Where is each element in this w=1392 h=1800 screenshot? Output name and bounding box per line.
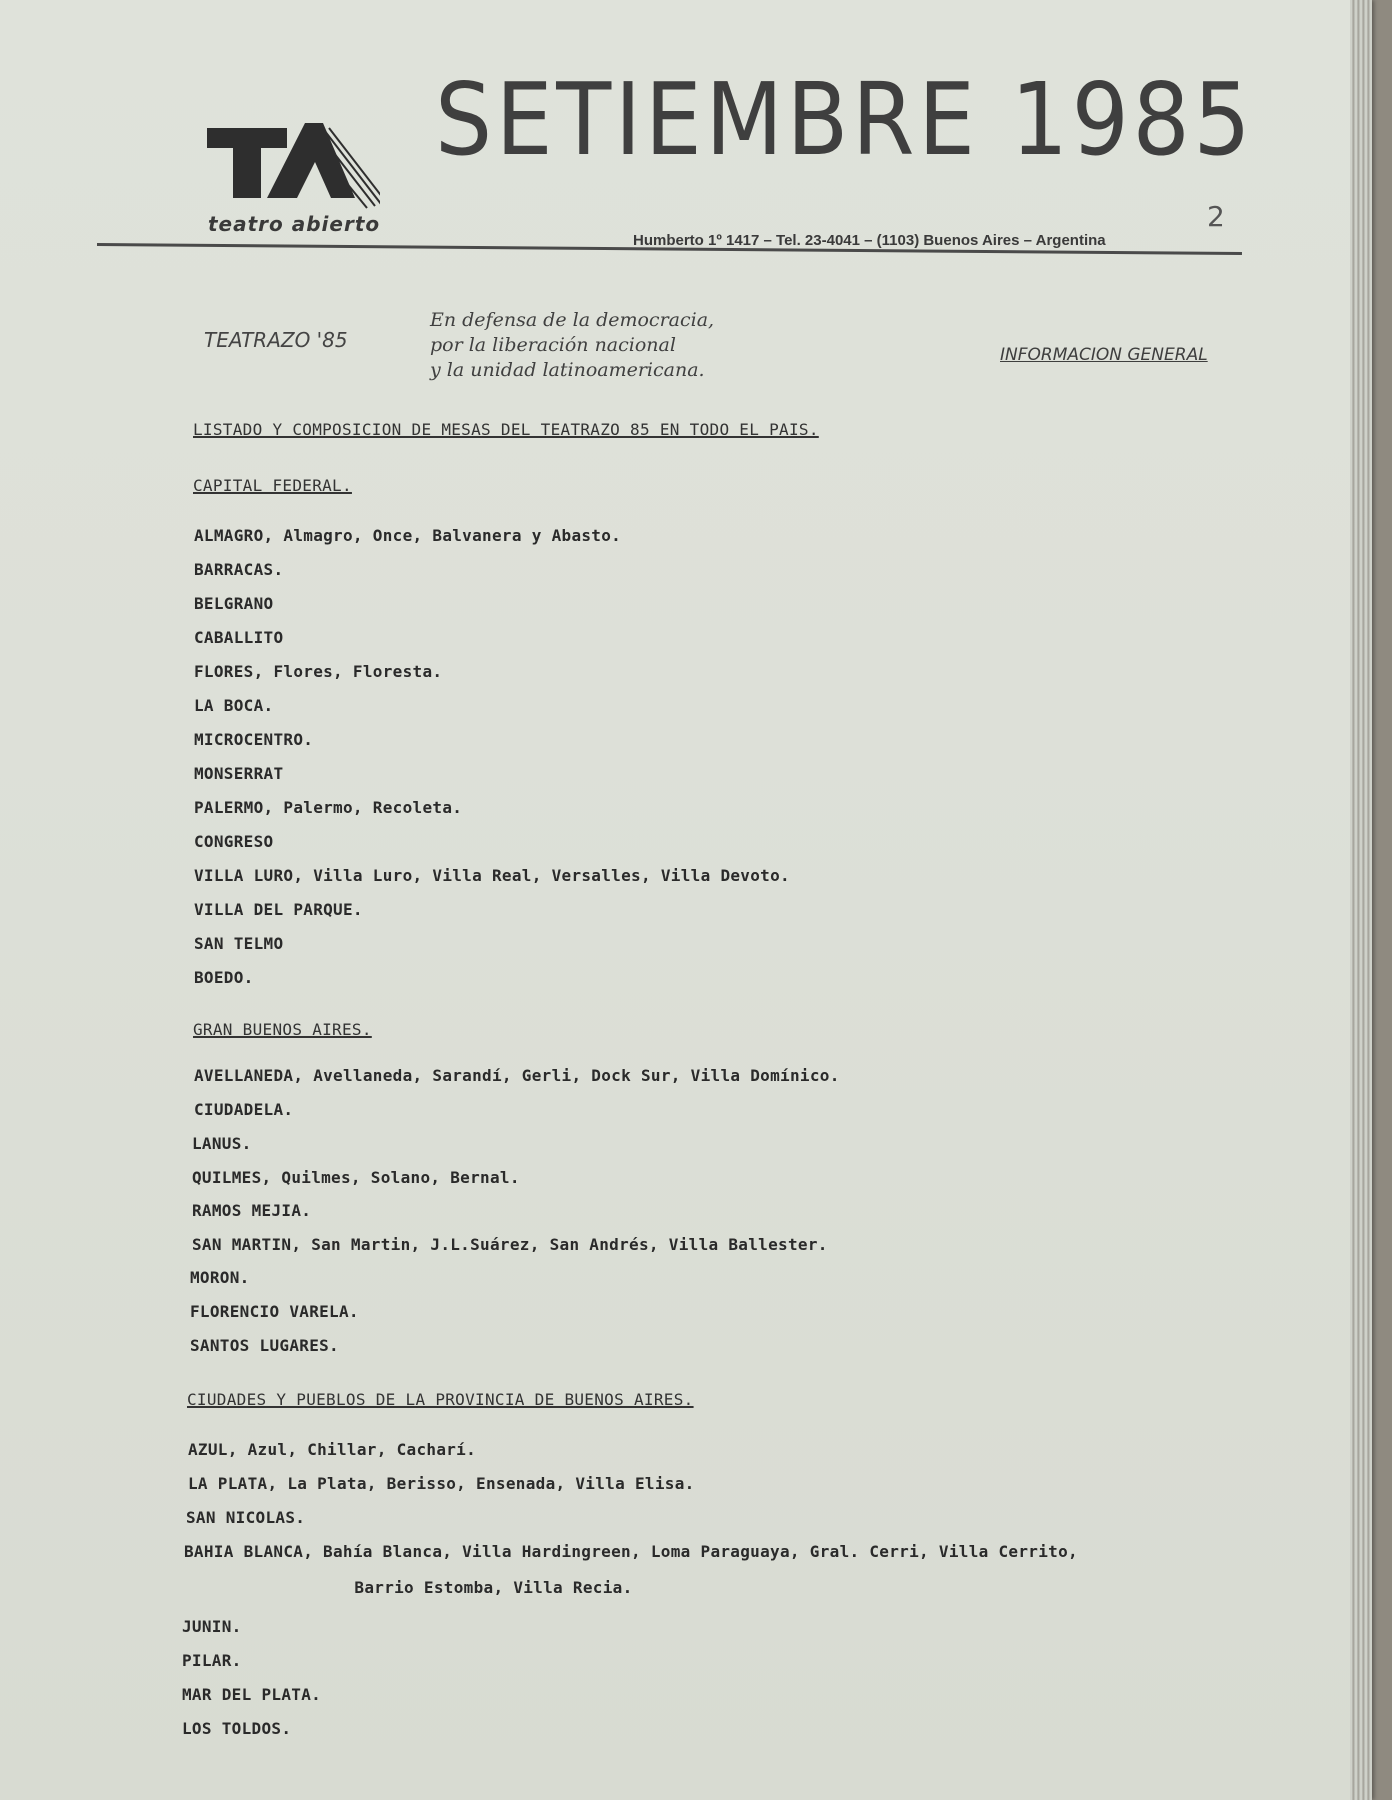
section-tag: INFORMACION GENERAL xyxy=(1000,345,1208,365)
page-title: SETIEMBRE 1985 xyxy=(435,61,1255,178)
section-heading: GRAN BUENOS AIRES. xyxy=(193,1020,372,1039)
list-item: SAN MARTIN, San Martin, J.L.Suárez, San Andrés, Villa Ballester. xyxy=(192,1235,828,1254)
motto-line: En defensa de la democracia, xyxy=(430,309,715,331)
list-item: RAMOS MEJIA. xyxy=(192,1201,312,1220)
list-item: JUNIN. xyxy=(182,1617,242,1636)
list-item: LA BOCA. xyxy=(194,696,274,715)
motto-line: por la liberación nacional xyxy=(430,334,676,356)
list-item: BELGRANO xyxy=(194,594,274,613)
address-line: Humberto 1º 1417 – Tel. 23-4041 – (1103) Buenos Aires – Argentina xyxy=(633,232,1106,249)
list-item: FLORENCIO VARELA. xyxy=(190,1302,359,1321)
section-heading: CIUDADES Y PUEBLOS DE LA PROVINCIA DE BUENOS AIRES. xyxy=(187,1390,694,1409)
list-item: MORON. xyxy=(190,1268,250,1287)
list-item: LANUS. xyxy=(192,1134,252,1153)
list-item: FLORES, Flores, Floresta. xyxy=(194,662,443,681)
list-item: AZUL, Azul, Chillar, Cacharí. xyxy=(188,1440,477,1459)
list-item: SANTOS LUGARES. xyxy=(190,1336,339,1355)
page-number: 2 xyxy=(1207,200,1225,233)
list-item: VILLA DEL PARQUE. xyxy=(194,900,363,919)
list-item: MONSERRAT xyxy=(194,764,284,783)
list-item: SAN TELMO xyxy=(194,934,284,953)
list-item: CONGRESO xyxy=(194,832,274,851)
list-item: MICROCENTRO. xyxy=(194,730,314,749)
logo-caption: teatro abierto xyxy=(208,212,381,236)
list-item: SAN NICOLAS. xyxy=(186,1508,306,1527)
list-item: ALMAGRO, Almagro, Once, Balvanera y Abasto. xyxy=(194,526,622,545)
list-item: MAR DEL PLATA. xyxy=(182,1685,322,1704)
list-item: CABALLITO xyxy=(194,628,284,647)
list-item: PALERMO, Palermo, Recoleta. xyxy=(194,798,463,817)
section-heading: CAPITAL FEDERAL. xyxy=(193,476,352,495)
list-item: QUILMES, Quilmes, Solano, Bernal. xyxy=(192,1168,520,1187)
motto-line: y la unidad latinoamericana. xyxy=(430,359,705,381)
list-item: LOS TOLDOS. xyxy=(182,1719,292,1738)
list-item: BOEDO. xyxy=(194,968,254,987)
list-item: BAHIA BLANCA, Bahía Blanca, Villa Hardingreen, Loma Paraguaya, Gral. Cerri, Villa Cerrito, xyxy=(184,1542,1078,1561)
list-item: Barrio Estomba, Villa Recia. xyxy=(265,1578,633,1597)
list-item: BARRACAS. xyxy=(194,560,284,579)
list-item: AVELLANEDA, Avellaneda, Sarandí, Gerli, Dock Sur, Villa Domínico. xyxy=(194,1066,840,1085)
main-heading: LISTADO Y COMPOSICION DE MESAS DEL TEATRAZO 85 EN TODO EL PAIS. xyxy=(193,420,819,439)
teatrazo-label: TEATRAZO '85 xyxy=(204,328,348,352)
list-item: VILLA LURO, Villa Luro, Villa Real, Versalles, Villa Devoto. xyxy=(194,866,790,885)
list-item: PILAR. xyxy=(182,1651,242,1670)
list-item: LA PLATA, La Plata, Berisso, Ensenada, Villa Elisa. xyxy=(188,1474,695,1493)
stacked-page-edges xyxy=(1350,0,1372,1800)
list-item: CIUDADELA. xyxy=(194,1100,294,1119)
motto xyxy=(430,308,714,383)
